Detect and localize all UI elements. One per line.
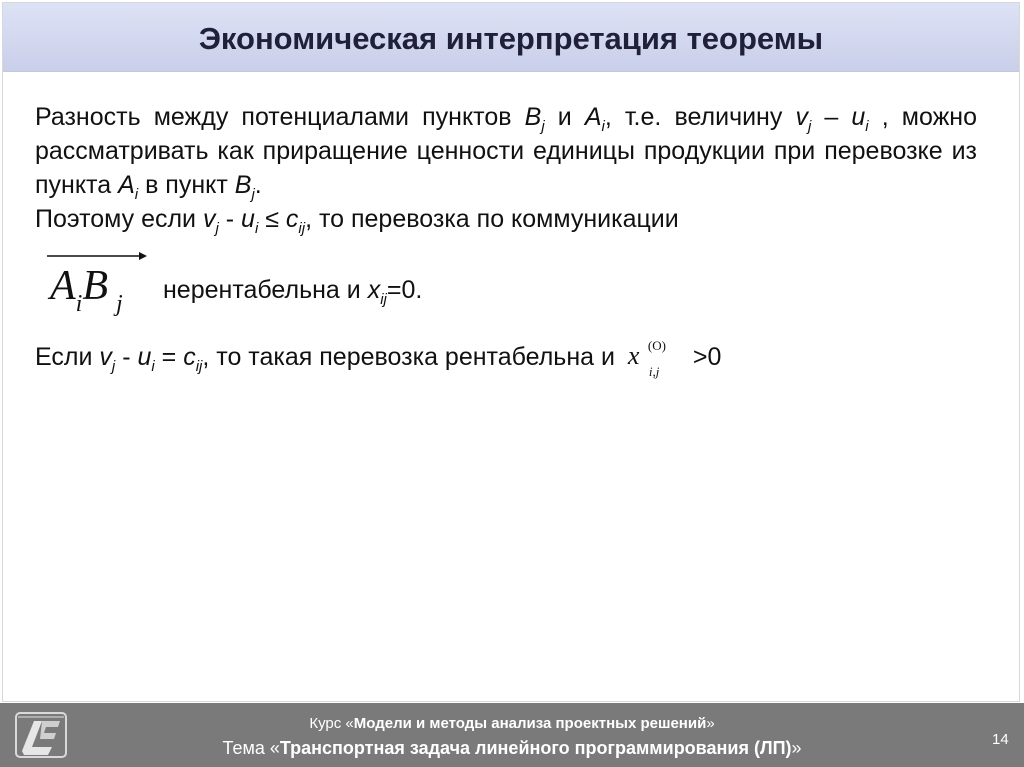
text-segment: нерентабельна и: [163, 276, 368, 304]
subscript-i: i: [601, 118, 605, 135]
text-segment: >0: [685, 343, 722, 371]
subscript-i: i: [254, 220, 259, 237]
var-x: x: [367, 276, 381, 304]
slide-title: Экономическая интерпретация теоремы: [198, 21, 824, 56]
subscript-ij: ij: [380, 291, 387, 308]
var-v: v: [99, 343, 112, 371]
var-u: u: [137, 343, 152, 371]
arrow-right-icon: [47, 250, 147, 262]
var-A: A: [50, 263, 76, 309]
footer-bar: [0, 703, 1024, 767]
subscript-ij: ij: [298, 220, 306, 237]
formula-route-AB: [42, 248, 162, 318]
var-u: u: [851, 103, 866, 131]
var-A: A: [584, 103, 602, 131]
text-segment: »: [791, 738, 802, 758]
text-segment: , то перевозка по коммуникации: [305, 205, 679, 233]
var-B: B: [82, 263, 108, 309]
subscript-ij: ij: [195, 358, 203, 375]
subscript-ij: i,j: [648, 364, 660, 380]
topic-name: Транспортная задача линейного программирования (ЛП): [279, 738, 792, 758]
var-u: u: [241, 205, 255, 233]
paragraph-potential-difference: [35, 100, 977, 202]
subscript-j: j: [215, 220, 219, 237]
text-segment: –: [811, 103, 852, 131]
subscript-i: i: [134, 186, 139, 203]
text-segment: =0.: [386, 276, 423, 304]
var-c: c: [285, 205, 299, 233]
formula-x-ij-0: [622, 338, 686, 380]
subscript-j: j: [807, 118, 812, 135]
course-name: Модели и методы анализа проектных решений: [353, 715, 707, 732]
var-v: v: [202, 205, 216, 233]
text-segment: Разность между потенциалами пунктов: [35, 103, 525, 131]
var-v: v: [795, 103, 808, 131]
footer-topic: [0, 738, 1024, 759]
var-A: A: [118, 171, 135, 199]
title-bar: [3, 3, 1019, 72]
subscript-j: j: [541, 118, 545, 135]
text-segment: , можно рассматривать как приращение ценности единицы продукции при перевозке из пункта: [35, 103, 978, 199]
text-segment: ≤: [258, 205, 286, 233]
text-segment: Тема «: [222, 738, 280, 758]
var-B: B: [234, 171, 252, 199]
paragraph-condition-profitable: [35, 338, 977, 380]
text-segment: , то такая перевозка рентабельна и: [202, 343, 622, 371]
formula-ab-text: [50, 262, 123, 317]
paragraph-unprofitable: [163, 273, 763, 307]
text-segment: в пункт: [138, 171, 235, 199]
text-segment: -: [218, 205, 242, 233]
footer-course: [0, 715, 1024, 732]
text-segment: -: [115, 343, 138, 371]
text-segment: Поэтому если: [35, 205, 203, 233]
subscript-j: j: [115, 291, 123, 317]
text-segment: Курс «: [309, 715, 354, 732]
var-B: B: [524, 103, 542, 131]
text-segment: .: [254, 171, 262, 199]
var-c: c: [183, 343, 196, 371]
text-segment: »: [706, 715, 715, 732]
subscript-i: i: [865, 118, 869, 135]
subscript-i: i: [75, 291, 83, 317]
var-x: x: [627, 341, 640, 371]
subscript-i: i: [151, 358, 155, 375]
subscript-j: j: [251, 186, 255, 203]
text-segment: =: [154, 343, 184, 371]
text-segment: и: [544, 103, 585, 131]
superscript-0: (O): [647, 338, 666, 354]
paragraph-condition-unprofitable: [35, 202, 977, 236]
text-segment: Если: [35, 343, 100, 371]
page-number: 14: [992, 731, 1009, 748]
subscript-j: j: [111, 358, 116, 375]
text-segment: , т.е. величину: [604, 103, 796, 131]
